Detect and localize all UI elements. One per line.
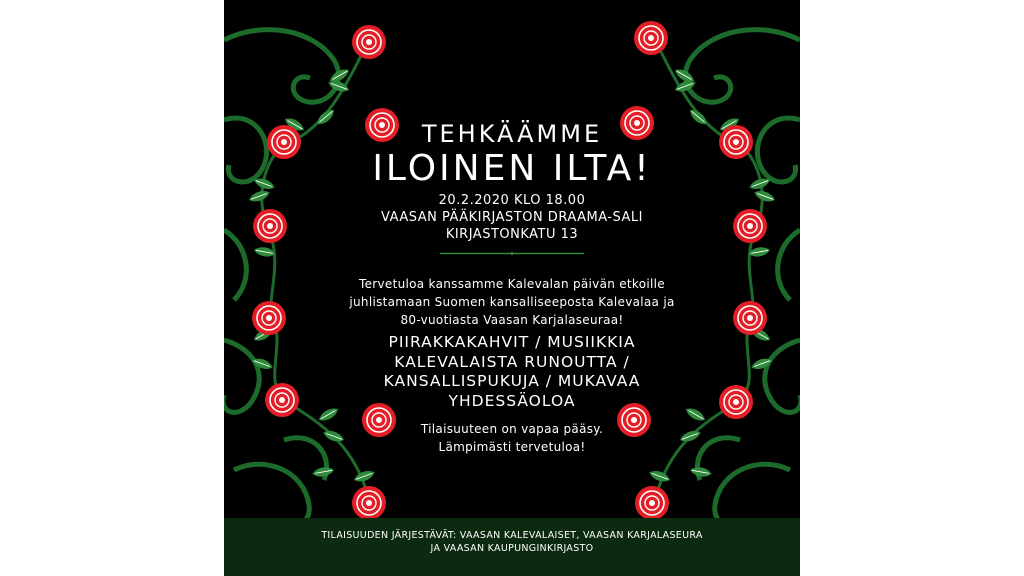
event-info — [224, 192, 800, 243]
welcome-line: juhlistamaan Suomen kansalliseeposta Kalevalaa ja — [349, 295, 675, 309]
ornamental-divider — [440, 252, 584, 255]
welcome-text — [224, 275, 800, 329]
activities-line: KALEVALAISTA RUNOUTTA / — [394, 352, 630, 371]
welcome-line: 80-vuotiasta Vaasan Karjalaseuraa! — [400, 313, 624, 327]
welcome-line: Tervetuloa kanssamme Kalevalan päivän etkoille — [359, 277, 665, 291]
free-line: Lämpimästi tervetuloa! — [438, 440, 586, 454]
organizers-line: TILAISUUDEN JÄRJESTÄVÄT: VAASAN KALEVALAISET, VAASAN KARJALASEURA — [321, 530, 703, 541]
event-date: 20.2.2020 KLO 18.00 — [438, 193, 586, 208]
activities-line: PIIRAKKAKAHVIT / MUSIIKKIA — [388, 333, 636, 351]
activities-line: KANSALLISPUKUJA / MUKAVAA — [383, 372, 641, 390]
organizers-line: JA VAASAN KAUPUNGINKIRJASTO — [430, 543, 594, 554]
activities-line: YHDESSÄOLOA — [448, 391, 576, 410]
title-line-2: ILOINEN ILTA! — [372, 148, 652, 189]
free-entry-text — [224, 420, 800, 456]
event-address: KIRJASTONKATU 13 — [445, 227, 579, 242]
event-venue: VAASAN PÄÄKIRJASTON DRAAMA-SALI — [381, 210, 643, 225]
event-poster — [224, 0, 800, 576]
organizers-text — [224, 529, 800, 555]
activities-list — [224, 333, 800, 411]
free-line: Tilaisuuteen on vapaa pääsy. — [420, 422, 604, 436]
title-line-1: TEHKÄÄMME — [421, 120, 603, 148]
